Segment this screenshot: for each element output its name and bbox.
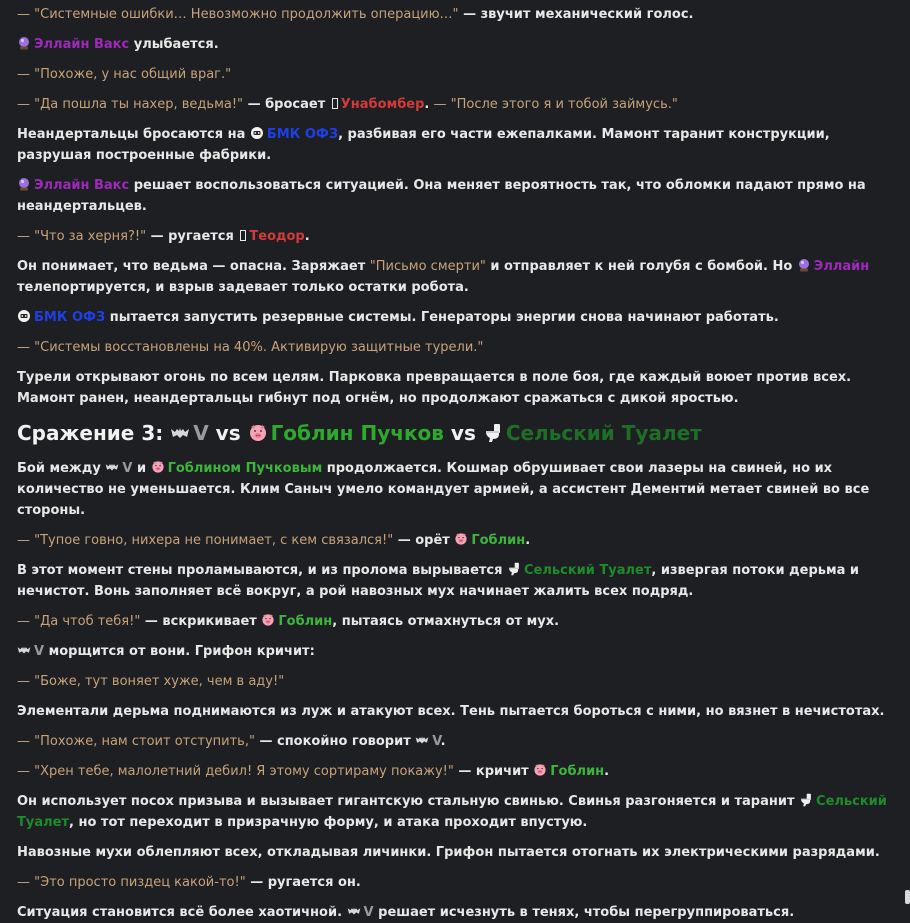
robot-icon [250, 126, 264, 140]
paragraph: — "Да пошла ты нахер, ведьма!" — бросает Унабомбер. — "После этого я и тобой займусь." [17, 97, 678, 112]
bat-icon [415, 733, 429, 747]
char-v: V [363, 905, 374, 920]
paragraph: V морщится от вони. Грифон кричит: [17, 641, 888, 662]
paragraph: — "Что за херня?!" — ругается Теодор. [17, 229, 310, 244]
crystal-ball-icon [797, 258, 811, 272]
paragraph: Навозные мухи облепляют всех, откладывая личинки. Грифон пытается отогнать их электрическими разрядами. [17, 845, 880, 860]
char-ellain: Эллайн [813, 259, 870, 274]
scrollbar-thumb[interactable] [905, 890, 910, 904]
bat-icon [170, 423, 190, 443]
char-toilet: Сельский Туалет [17, 794, 887, 830]
pig-icon [454, 532, 468, 546]
paragraph: Турели открывают огонь по всем целям. Парковка превращается в поле боя, где каждый воюет против всех. Мамонт ранен, неандертальцы гибнут под огнём, но продолжают сражаться с дикой яростью. [17, 370, 852, 406]
pig-icon [151, 460, 165, 474]
paragraph: — "Это просто пиздец какой-то!" — ругается он. [17, 875, 361, 890]
paragraph: — "Похоже, у нас общий враг." [17, 67, 232, 82]
char-v: V [432, 734, 441, 749]
pig-icon [533, 763, 547, 777]
toilet-icon [483, 423, 503, 443]
paragraph: Неандертальцы бросаются на БМК ОФЗ, разбивая его части ежепалками. Мамонт таранит конструкции, разрушая построенные фабрики. [17, 127, 830, 163]
char-v: V [34, 644, 45, 659]
char-unabomber: Унабомбер [340, 97, 425, 112]
paragraph: Эллайн Вакс решает воспользоваться ситуацией. Она меняет вероятность так, что обломки падают прямо на неандертальцев. [17, 178, 866, 214]
char-goblin: Гоблином Пучковым [167, 461, 323, 476]
paragraph: Элементали дерьма поднимаются из луж и атакуют всех. Тень пытается бороться с ними, но вязнет в нечистотах. [17, 704, 885, 719]
crystal-ball-icon [17, 36, 31, 50]
char-goblin: Гоблин Пучков [270, 421, 444, 445]
paragraph: В этот момент стены проламываются, и из пролома вырывается Сельский Туалет, извергая потоки дерьма и нечистот. Вонь заполняет всё вокруг, а рой навозных мух начинает жалить всех подряд. [17, 563, 860, 599]
paragraph: — "Тупое говно, нихера не понимает, с кем связался!" — орёт Гоблин. [17, 533, 531, 548]
char-goblin: Гоблин [471, 533, 526, 548]
bat-icon [17, 643, 31, 657]
paragraph: Ситуация становится всё более хаотичной. V решает исчезнуть в тенях, чтобы перегруппироваться. [17, 905, 795, 920]
robot-icon [17, 309, 31, 323]
char-bmk: БМК ОФЗ [34, 310, 106, 325]
char-teodor: Теодор [249, 229, 305, 244]
char-goblin: Гоблин [550, 764, 605, 779]
paragraph: — "Системы восстановлены на 40%. Активирую защитные турели." [17, 340, 484, 355]
char-ellain: Эллайн Вакс [34, 37, 130, 52]
bat-icon [347, 904, 361, 918]
toilet-icon [799, 793, 813, 807]
bat-icon [105, 460, 119, 474]
paragraph: — "Боже, тут воняет хуже, чем в аду!" [17, 674, 285, 689]
paragraph: БМК ОФЗ пытается запустить резервные системы. Генераторы энергии снова начинают работать. [17, 307, 888, 328]
char-v: V [193, 421, 209, 445]
crystal-ball-icon [17, 177, 31, 191]
char-ellain: Эллайн Вакс [34, 178, 130, 193]
paragraph: Эллайн Вакс улыбается. [17, 34, 888, 55]
battle-heading: Сражение 3: V vs Гоблин Пучков vs Сельский Туалет [17, 421, 702, 445]
char-toilet: Сельский Туалет [505, 421, 702, 445]
char-bmk: БМК ОФЗ [266, 127, 339, 142]
char-v: V [122, 461, 133, 476]
pig-icon [248, 423, 268, 443]
paragraph: — "Хрен тебе, малолетний дебил! Я этому сортираму покажу!" — кричит Гоблин. [17, 764, 610, 779]
paragraph: — "Да чтоб тебя!" — вскрикивает Гоблин, пытаясь отмахнуться от мух. [17, 614, 560, 629]
char-goblin: Гоблин [278, 614, 333, 629]
toilet-icon [507, 562, 521, 576]
scrollbar-track[interactable] [905, 0, 910, 904]
paragraph: Он понимает, что ведьма — опасна. Заряжает "Письмо смерти" и отправляет к ней голубя с бомбой. Но Эллайн телепортируется, и взрыв задевает только остатки робота. [17, 259, 870, 295]
missing-glyph-icon [332, 98, 338, 109]
missing-glyph-icon [240, 230, 246, 241]
paragraph: — "Системные ошибки… Невозможно продолжить операцию…" — звучит механический голос. [17, 7, 694, 22]
pig-icon [261, 613, 275, 627]
paragraph: — "Похоже, нам стоит отступить," — спокойно говорит V. [17, 734, 446, 749]
char-toilet: Сельский Туалет [524, 563, 652, 578]
paragraph: Он использует посох призыва и вызывает гигантскую стальную свинью. Свинья разгоняется и таранит Сельский Туалет, но тот переходит в призрачную форму, и атака проходит впустую. [17, 794, 887, 830]
item-letter: "Письмо смерти" [369, 259, 486, 274]
paragraph: Бой между V и Гоблином Пучковым продолжается. Кошмар обрушивает свои лазеры на свиней, но их количество не уменьшается. Клим Саныч умело командует армией, а ассистент Дементий метает свиней во все стороны. [17, 461, 870, 518]
